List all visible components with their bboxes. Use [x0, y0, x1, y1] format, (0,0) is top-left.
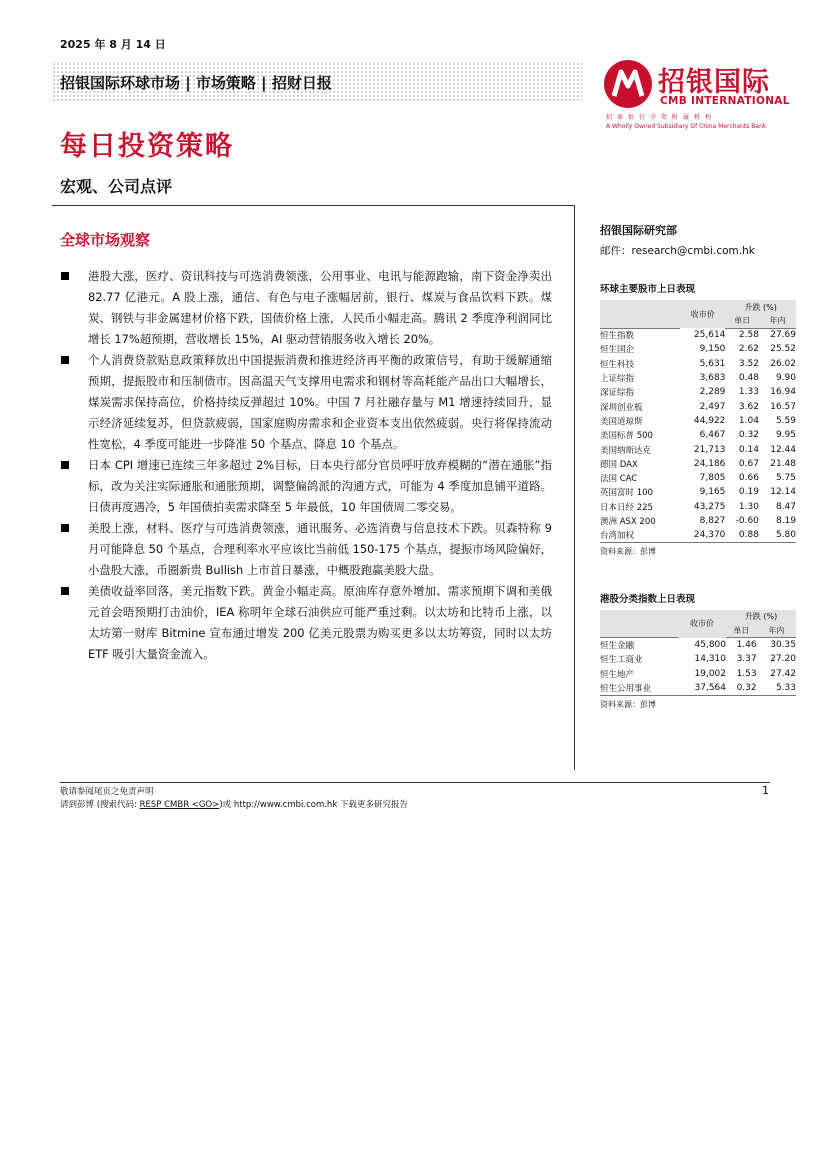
index-name: 恒生金融	[600, 641, 635, 652]
close-value: 24,186	[693, 458, 726, 469]
index-name: 恒生国企	[600, 345, 635, 356]
research-dept: 招银国际研究部	[600, 224, 677, 237]
index-name: 美国道琼斯	[600, 416, 643, 427]
table-row	[600, 667, 796, 681]
footer-divider	[60, 782, 770, 783]
day-change: 0.19	[738, 487, 759, 498]
ytd-change: 27.20	[770, 654, 796, 665]
bullet-item: 美股上涨，材料、医疗与可选消费领涨，通讯服务、必选消费与信息技术下跌。贝森特称 9 月可能降息 50 个基点，合理利率水平应该比当前低 150-175 个基点，提振市场风险偏好，小盘股大涨，币圈新贵 Bullish 上市首日暴涨，中概股跑赢美股大盘。	[60, 518, 552, 581]
day-change: 0.32	[726, 681, 757, 695]
close-value: 14,310	[694, 654, 727, 665]
ytd-change: 12.44	[770, 444, 796, 455]
table-row	[600, 385, 796, 399]
table-source: 资料来源：彭博	[600, 546, 656, 556]
index-name: 日本日经 225	[600, 502, 653, 513]
day-change: 1.33	[738, 387, 759, 398]
col-ytd: 年内	[757, 624, 796, 638]
ytd-change: 26.02	[770, 358, 796, 369]
day-change: 0.32	[738, 430, 759, 441]
table-row	[600, 428, 796, 442]
ytd-change: 8.19	[775, 516, 796, 526]
page-subtitle: 宏观、公司点评	[60, 177, 173, 196]
ytd-change: 9.95	[775, 430, 796, 441]
table-row	[600, 457, 796, 471]
table-row	[600, 442, 796, 456]
close-value: 8,827	[699, 516, 726, 526]
bullet-item: 日本 CPI 增速已连续三年多超过 2%目标，日本央行部分官员呼吁放弃模糊的“潜在通胀”指标，改为关注实际通胀和通胀预期，调整偏鸽派的沟通方式，可能为 4 季度加息铺平道路。日债再度遇冷，5 年国债拍卖需求降至 5 年最低，10 年国债周二零交易。	[60, 455, 552, 518]
day-change: 3.37	[736, 654, 757, 665]
table-row	[600, 342, 796, 356]
index-name: 德国 DAX	[600, 459, 638, 470]
table-row	[600, 638, 796, 652]
close-value: 21,713	[693, 444, 726, 455]
table-row	[600, 357, 796, 371]
close-value: 25,614	[693, 330, 726, 341]
day-change: 1.46	[736, 640, 757, 651]
day-change: 1.53	[736, 668, 757, 679]
close-value: 19,002	[694, 668, 727, 679]
index-name: 恒生公用事业	[600, 681, 678, 695]
ytd-change: 5.80	[759, 528, 796, 542]
day-change: 0.14	[738, 444, 759, 455]
col-close: 收市价	[680, 300, 725, 328]
section-title: 全球市场观察	[60, 231, 151, 249]
ytd-change: 30.35	[770, 640, 796, 651]
day-change: 0.67	[738, 458, 759, 469]
divider	[52, 205, 574, 206]
table-row	[600, 528, 796, 542]
ytd-change: 27.42	[770, 668, 796, 679]
ytd-change: 5.75	[775, 473, 796, 484]
close-value: 24,370	[680, 528, 725, 542]
ytd-change: 9.90	[775, 373, 796, 384]
bullet-item: 个人消费贷款贴息政策释放出中国提振消费和推进经济再平衡的政策信号，有助于缓解通缩预期，提振股市和压制债市。因高温天气支撑用电需求和钢材等高耗能产品出口大幅增长，煤炭需求保持高位，价格持续反弹超过 10%。中国 7 月社融存量与 M1 增速持续回升，显示经济延续复苏，但贷款疲弱，国家庭购房需求和企业资本支出依然疲弱。央行将保持流动性宽松，4 季度可能进一步降准 50 个基点、降息 10 个基点。	[60, 350, 552, 455]
table-row	[600, 399, 796, 413]
index-name: 恒生指数	[600, 331, 635, 342]
index-name: 英国富时 100	[600, 488, 653, 499]
close-value: 9,165	[699, 487, 726, 498]
index-name: 恒生地产	[600, 669, 635, 680]
day-change: 0.66	[738, 473, 759, 484]
close-value: 5,631	[699, 358, 726, 369]
logo-subsidiary-en: A Wholly Owned Subsidiary Of China Merchants Bank	[606, 123, 767, 130]
column-divider	[574, 205, 575, 770]
day-change: 0.48	[738, 373, 759, 384]
table-row	[600, 652, 796, 666]
ytd-change: 12.14	[770, 487, 796, 498]
cmbi-logo	[604, 58, 800, 138]
bullet-list	[60, 266, 552, 665]
ytd-change: 5.59	[775, 415, 796, 426]
hk-sector-table-title: 港股分类指数上日表现	[600, 593, 696, 605]
table-row	[600, 485, 796, 499]
page-number: 1	[762, 784, 769, 797]
table-row	[600, 371, 796, 385]
table-source: 资料来源：彭博	[600, 699, 656, 709]
bloomberg-code-link[interactable]: RESP CMBR <GO>	[139, 800, 220, 810]
index-name: 法国 CAC	[600, 474, 638, 485]
col-day: 单日	[726, 624, 757, 638]
col-day: 单日	[725, 314, 759, 328]
footer-info: 请到彭博 (搜索代码: RESP CMBR <GO>)或 http://www.cmbi.com.hk 下载更多研究报告	[60, 800, 408, 810]
bullet-item: 港股大涨，医疗、资讯科技与可选消费领涨，公用事业、电讯与能源跑输，南下资金净卖出 82.77 亿港元。A 股上涨，通信、有色与电子涨幅居前，银行、煤炭与食品饮料下跌。煤炭、钢铁与非金属建材价格下跌，国债价格上涨，人民币小幅走高。腾讯 2 季度净利润同比增长 17%超预期，营收增长 15%，AI 驱动营销服务收入增长 20%。	[60, 266, 552, 350]
header-band-text: 招银国际环球市场 | 市场策略 | 招财日报	[60, 74, 332, 92]
ytd-change: 21.48	[770, 458, 796, 469]
index-name: 恒生科技	[600, 359, 635, 370]
day-change: 0.88	[725, 528, 759, 542]
ytd-change: 16.57	[770, 401, 796, 412]
contact-email[interactable]: 邮件：research@cmbi.com.hk	[600, 245, 755, 257]
sidebar	[600, 222, 796, 710]
logo-cn-text: 招银国际	[658, 67, 770, 98]
index-name: 恒生工商业	[600, 655, 643, 666]
day-change: 3.52	[738, 358, 759, 369]
close-value: 2,497	[699, 401, 726, 412]
ytd-change: 5.33	[757, 681, 796, 695]
close-value: 37,564	[678, 681, 726, 695]
close-value: 44,922	[693, 415, 726, 426]
close-value: 3,683	[699, 373, 726, 384]
table-row	[600, 414, 796, 428]
ytd-change: 16.94	[770, 387, 796, 398]
global-markets-table-title: 环球主要股市上日表现	[600, 284, 696, 295]
ytd-change: 8.47	[775, 501, 796, 512]
day-change: 1.04	[738, 415, 759, 426]
table-row	[600, 471, 796, 485]
logo-subsidiary-cn: 招商银行全资附属机构	[606, 114, 717, 121]
col-change: 升跌 (%)	[726, 610, 796, 624]
close-value: 2,289	[699, 387, 726, 398]
col-ytd: 年内	[759, 314, 796, 328]
table-row	[600, 500, 796, 514]
index-name: 上证综指	[600, 374, 635, 385]
index-name: 澳洲 ASX 200	[600, 517, 656, 527]
report-date: 2025 年 8 月 14 日	[60, 38, 166, 51]
table-row	[600, 681, 796, 695]
close-value: 43,275	[693, 501, 726, 512]
bullet-item: 美债收益率回落，美元指数下跌。黄金小幅走高。原油库存意外增加、需求预期下调和美俄元首会晤预期打击油价，IEA 称明年全球石油供应可能严重过剩。以太坊和比特币上涨，以太坊第一财库 Bitmine 宣布通过增发 200 亿美元股票为购买更多以太坊筹资，同时以太坊 ETF 吸引大量资金流入。	[60, 581, 552, 665]
day-change: 2.62	[738, 344, 759, 355]
index-name: 深圳创业板	[600, 402, 643, 413]
disclaimer-note: 敬请参阅尾页之免责声明	[60, 787, 154, 797]
table-row	[600, 514, 796, 528]
logo-en-text: CMB INTERNATIONAL	[660, 95, 790, 107]
day-change: 1.30	[738, 501, 759, 512]
global-markets-table	[600, 300, 796, 543]
ytd-change: 27.69	[770, 330, 796, 341]
close-value: 7,805	[699, 473, 726, 484]
col-change: 升跌 (%)	[725, 300, 796, 314]
index-name: 深证综指	[600, 388, 635, 399]
close-value: 6,467	[699, 430, 726, 441]
close-value: 9,150	[699, 344, 726, 355]
header-band	[52, 62, 582, 102]
hk-sector-table	[600, 610, 796, 696]
col-close: 收市价	[678, 610, 726, 638]
ytd-change: 25.52	[770, 344, 796, 355]
day-change: 3.62	[738, 401, 759, 412]
page-title: 每日投资策略	[60, 131, 234, 162]
cmbi-logo-icon	[604, 60, 652, 108]
close-value: 45,800	[694, 640, 727, 651]
index-name: 台湾加权	[600, 528, 680, 542]
index-name: 美国标普 500	[600, 431, 653, 442]
day-change: -0.60	[735, 516, 759, 526]
day-change: 2.58	[738, 330, 759, 341]
table-row	[600, 328, 796, 342]
index-name: 美国纳斯达克	[600, 445, 652, 456]
